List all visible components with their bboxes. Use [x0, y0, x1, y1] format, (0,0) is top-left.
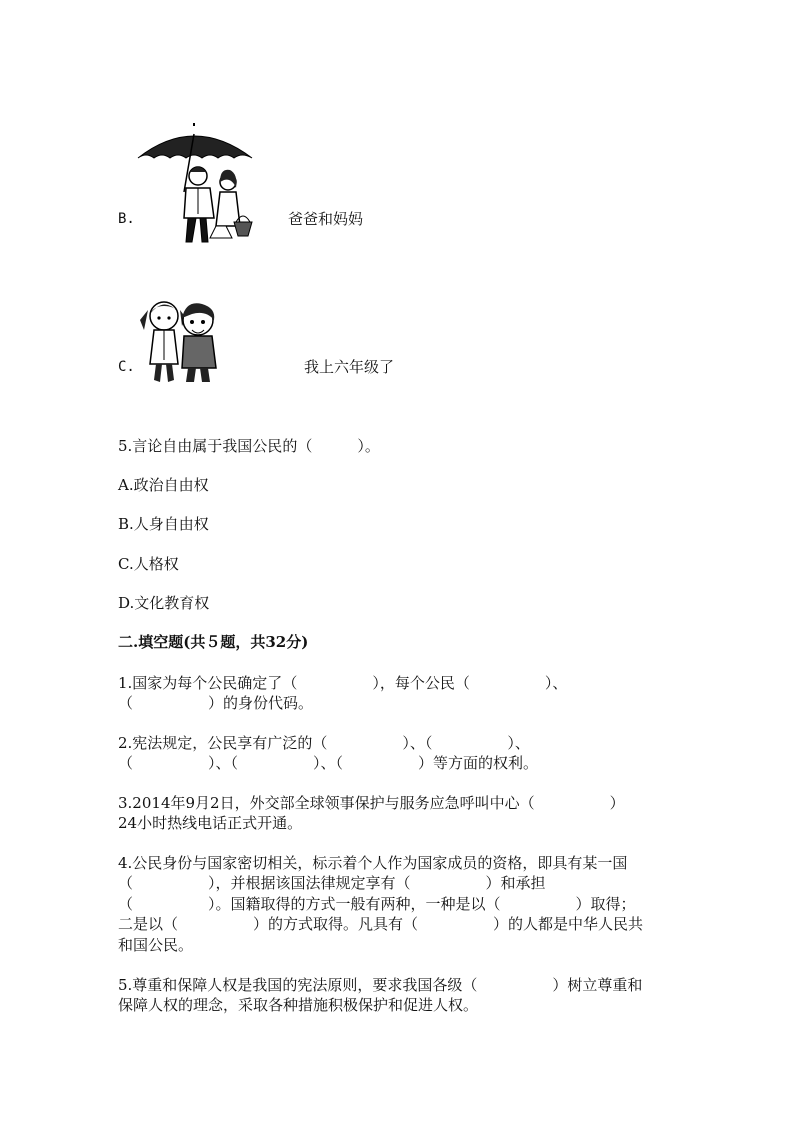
fill-question-4-line-1: 4.公民身份与国家密切相关，标示着个人作为国家成员的资格，即具有某一国 [118, 854, 628, 872]
fill-question-5-line-2: 保障人权的理念，采取各种措施积极保护和促进人权。 [118, 996, 479, 1014]
fill-question-4-line-5: 和国公民。 [118, 936, 194, 954]
section-2-heading: 二.填空题(共５题，共32分) [118, 633, 309, 651]
parents-umbrella-illustration [134, 122, 256, 246]
question-5-option-b: B.人身自由权 [118, 515, 209, 533]
option-b-text: 爸爸和妈妈 [288, 210, 364, 228]
option-c-letter: C. [118, 359, 135, 375]
children-illustration [134, 290, 230, 386]
question-5-stem: 5.言论自由属于我国公民的（ ）。 [118, 437, 380, 455]
fill-question-1-line-2: （ ）的身份代码。 [118, 694, 314, 712]
option-c-text: 我上六年级了 [304, 358, 395, 376]
fill-question-5-line-1: 5.尊重和保障人权是我国的宪法原则，要求我国各级（ ）树立尊重和 [118, 976, 643, 994]
fill-question-4-line-2: （ ），并根据该国法律规定享有（ ）和承担 [118, 874, 546, 892]
fill-question-4-line-4: 二是以（ ）的方式取得。凡具有（ ）的人都是中华人民共 [118, 915, 644, 933]
fill-question-2-line-1: 2.宪法规定，公民享有广泛的（ ）、（ ）、 [118, 734, 530, 752]
option-b-letter: B. [118, 211, 135, 227]
fill-question-2-line-2: （ ）、（ ）、（ ）等方面的权利。 [118, 754, 539, 772]
fill-question-3-line-1: 3.2014年9月2日，外交部全球领事保护与服务应急呼叫中心（ ） [118, 794, 625, 812]
question-5-option-c: C.人格权 [118, 555, 179, 573]
question-5-option-a: A.政治自由权 [118, 476, 209, 494]
fill-question-1-line-1: 1.国家为每个公民确定了（ ），每个公民（ ）、 [118, 674, 568, 692]
fill-question-3-line-2: 24小时热线电话正式开通。 [118, 814, 303, 832]
question-5-option-d: D.文化教育权 [118, 594, 210, 612]
fill-question-4-line-3: （ ）。国籍取得的方式一般有两种，一种是以（ ）取得； [118, 895, 636, 913]
